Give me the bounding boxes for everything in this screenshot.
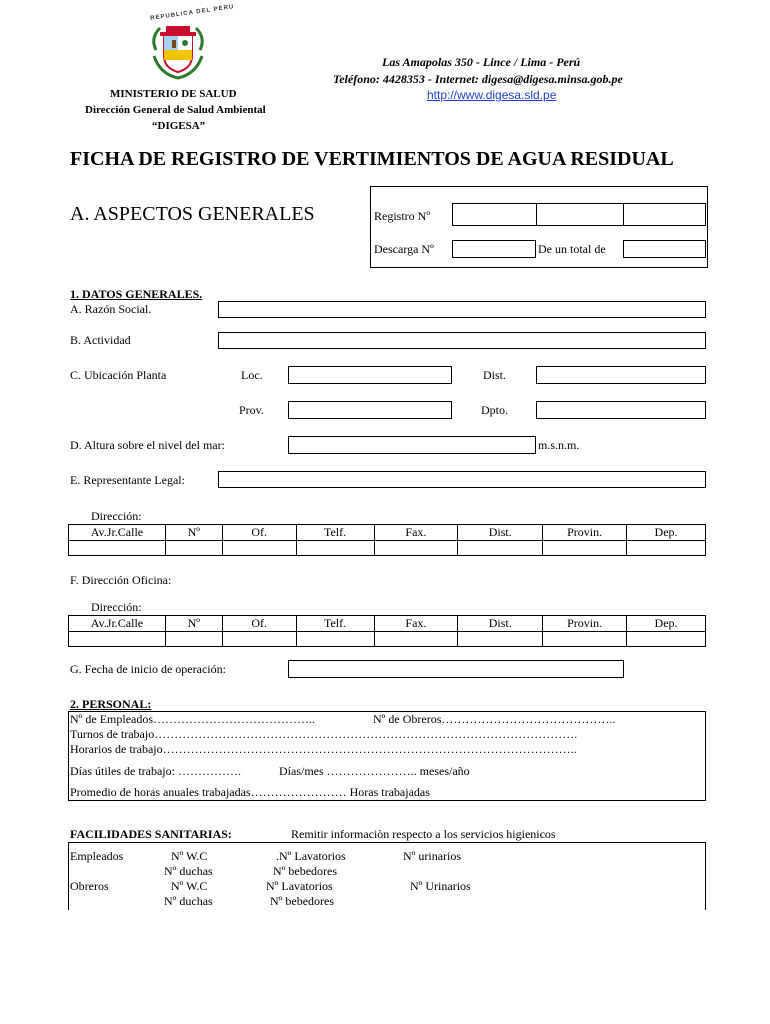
- fecha-inicio-label: G. Fecha de inicio de operación:: [70, 662, 226, 676]
- peru-coat-of-arms-logo: [142, 20, 214, 82]
- cell-input[interactable]: [458, 632, 543, 647]
- direccion-oficina-label: F. Dirección Oficina:: [70, 573, 172, 587]
- fecha-inicio-field[interactable]: [288, 660, 624, 678]
- prov-label: Prov.: [239, 403, 264, 417]
- col-telefono: Telf.: [296, 525, 374, 541]
- representante-label: E. Representante Legal:: [70, 473, 185, 487]
- duchas-label-2: Nº duchas: [164, 894, 213, 908]
- col-fax: Fax.: [374, 525, 458, 541]
- altura-label: D. Altura sobre el nivel del mar:: [70, 438, 225, 452]
- dist-field[interactable]: [536, 366, 706, 384]
- website-link[interactable]: http://www.digesa.sld.pe: [427, 88, 557, 102]
- cell-input[interactable]: [543, 541, 627, 556]
- actividad-field[interactable]: [218, 332, 706, 349]
- razon-social-label: A. Razón Social.: [70, 302, 152, 316]
- oficina-input-row: [69, 632, 706, 647]
- duchas-label-1: Nº duchas: [164, 864, 213, 878]
- direccion-input-row: [69, 541, 706, 556]
- razon-social-field[interactable]: [218, 301, 706, 318]
- altura-field[interactable]: [288, 436, 536, 454]
- obreros-line[interactable]: Nº de Obreros……………………………………..: [373, 712, 616, 726]
- horarios-line[interactable]: Horarios de trabajo…………………………………………………………………………………………..: [70, 742, 577, 756]
- col-oficina: Of.: [222, 525, 296, 541]
- contact-line: Teléfono: 4428353 - Internet: digesa@digesa.minsa.gob.pe: [333, 72, 623, 86]
- cell-input[interactable]: [165, 541, 222, 556]
- cell-input[interactable]: [627, 632, 706, 647]
- direccion-oficina-table: [68, 615, 706, 647]
- registro-field-2[interactable]: [536, 203, 624, 226]
- msnm-label: m.s.n.m.: [538, 438, 580, 452]
- registro-field-3[interactable]: [623, 203, 706, 226]
- direction-name: Dirección General de Salud Ambiental: [85, 104, 266, 116]
- col-numero: Nº: [165, 616, 222, 632]
- col-telefono: Telf.: [296, 616, 374, 632]
- descarga-field[interactable]: [452, 240, 536, 258]
- ministry-name: MINISTERIO DE SALUD: [110, 88, 237, 100]
- cell-input[interactable]: [374, 632, 458, 647]
- datos-generales-heading: 1. DATOS GENERALES.: [70, 287, 203, 301]
- col-departamento: Dep.: [627, 525, 706, 541]
- cell-input[interactable]: [165, 632, 222, 647]
- urinarios-label-2: Nº Urinarios: [410, 879, 471, 893]
- direccion-label-2: Dirección:: [91, 600, 142, 614]
- cell-input[interactable]: [543, 632, 627, 647]
- representante-field[interactable]: [218, 471, 706, 488]
- prov-field[interactable]: [288, 401, 452, 419]
- ubicacion-label: C. Ubicación Planta: [70, 368, 167, 382]
- lavatorios-label-2: Nº Lavatorios: [266, 879, 333, 893]
- wc-label-2: Nº W.C: [171, 879, 208, 893]
- cell-input[interactable]: [374, 541, 458, 556]
- col-calle: Av.Jr.Calle: [69, 616, 166, 632]
- col-provincia: Provin.: [543, 525, 627, 541]
- col-distrito: Dist.: [458, 616, 543, 632]
- cell-input[interactable]: [296, 632, 374, 647]
- dpto-label: Dpto.: [481, 403, 508, 417]
- facilidades-heading: FACILIDADES SANITARIAS:: [70, 827, 232, 841]
- dias-mes-line[interactable]: Días/mes ………………….. meses/año: [279, 764, 470, 778]
- oficina-header-row: [69, 616, 706, 632]
- address-line: Las Amapolas 350 - Lince / Lima - Perú: [382, 55, 581, 69]
- total-label: De un total de: [538, 242, 606, 256]
- loc-label: Loc.: [241, 368, 263, 382]
- promedio-line[interactable]: Promedio de horas anuales trabajadas…………………… Horas trabajadas: [70, 785, 430, 799]
- direccion-label: Dirección:: [91, 509, 142, 523]
- empleados-line[interactable]: Nº de Empleados…………………………………..: [70, 712, 316, 726]
- form-title: FICHA DE REGISTRO DE VERTIMIENTOS DE AGUA RESIDUAL: [70, 148, 674, 170]
- loc-field[interactable]: [288, 366, 452, 384]
- cell-input[interactable]: [69, 541, 166, 556]
- actividad-label: B. Actividad: [70, 333, 131, 347]
- registro-label: Registro Nº: [374, 209, 431, 223]
- urinarios-label-1: Nº urinarios: [403, 849, 462, 863]
- facilidades-note: Remitir informaciòn respecto a los servicios higienicos: [291, 827, 556, 841]
- bebederos-label-2: Nº bebedores: [270, 894, 335, 908]
- col-calle: Av.Jr.Calle: [69, 525, 166, 541]
- direccion-header-row: [69, 525, 706, 541]
- acronym: “DIGESA”: [152, 120, 206, 132]
- cell-input[interactable]: [296, 541, 374, 556]
- dias-utiles-line[interactable]: Días útiles de trabajo: …………….: [70, 764, 241, 778]
- col-departamento: Dep.: [627, 616, 706, 632]
- bebederos-label-1: Nº bebedores: [273, 864, 338, 878]
- wc-label-1: Nº W.C: [171, 849, 208, 863]
- lavatorios-label-1: .Nº Lavatorios: [276, 849, 346, 863]
- cell-input[interactable]: [627, 541, 706, 556]
- cell-input[interactable]: [458, 541, 543, 556]
- col-provincia: Provin.: [543, 616, 627, 632]
- empleados-label: Empleados: [70, 849, 124, 863]
- cell-input[interactable]: [222, 632, 296, 647]
- section-a-heading: A. ASPECTOS GENERALES: [70, 203, 315, 225]
- seal-text: REPUBLICA DEL PERU: [149, 4, 235, 22]
- col-fax: Fax.: [374, 616, 458, 632]
- col-numero: Nº: [165, 525, 222, 541]
- obreros-label: Obreros: [70, 879, 109, 893]
- cell-input[interactable]: [69, 632, 166, 647]
- direccion-table: [68, 524, 706, 556]
- descarga-label: Descarga Nº: [374, 242, 434, 256]
- dist-label: Dist.: [483, 368, 507, 382]
- total-field[interactable]: [623, 240, 706, 258]
- dpto-field[interactable]: [536, 401, 706, 419]
- col-oficina: Of.: [222, 616, 296, 632]
- registro-field-1[interactable]: [452, 203, 537, 226]
- turnos-line[interactable]: Turnos de trabajo…………………………………………………………………………………………….: [70, 727, 578, 741]
- personal-heading: 2. PERSONAL:: [70, 697, 152, 711]
- cell-input[interactable]: [222, 541, 296, 556]
- col-distrito: Dist.: [458, 525, 543, 541]
